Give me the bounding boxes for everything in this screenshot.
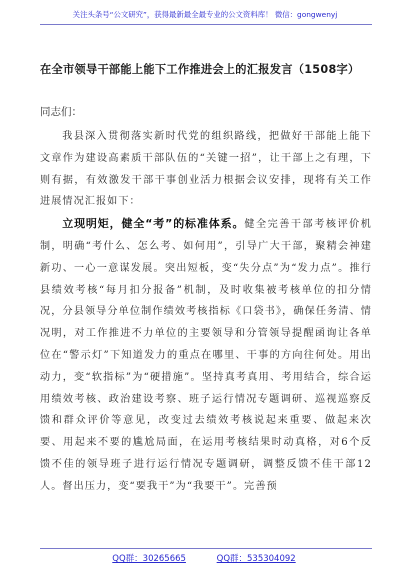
footer-divider	[40, 548, 372, 549]
header-notice: 关注头条号“公文研究”，获得最新最全最专业的公文资料库！ 微信：gongwenyj	[72, 10, 338, 19]
qq-group-link-2[interactable]: QQ群：535304092	[216, 554, 296, 564]
section-body: 健全完善干部考核评价机制，明确“考什么、怎么考、如何用”，引导广大干部，聚精会神建新功、一心一意谋发展。突出短板，变“失分点”为“发力点”。推行县绩效考核“每月扣分报备”机制，及时收集被考核单位的扣分情况，分县领导分单位制作绩效考核指标《口袋书》，确保任务清、情况明，对工作推进不力单位的主要领导和分管领导提醒函询让各单位在“警示灯”下知道发力的重点在哪里、干事的方向往何处。用出动力，变“软指标”为“硬措施”。坚持真考真用、考用结合，综合运用绩效考核、政治建设考察、班子运行情况专题调研、巡视巡察反馈和群众评价等意见，改变过去绩效考核说起来重要、做起来次要、用起来不要的尴尬局面，在运用考核结果时动真格，对6个反馈不佳的领导班子进行运行情况专题调研，调整反馈不佳干部12人。督出压力，变“要我干”为“我要干”。完善预	[40, 219, 372, 492]
paragraph-section-1	[40, 213, 372, 497]
document-title: 在全市领导干部能上能下工作推进会上的汇报发言（1508字）	[40, 63, 360, 76]
paragraph-intro: 我县深入贯彻落实新时代党的组织路线，把做好干部能上能下文章作为建设高素质干部队伍的“关键一招”，让干部上之有理，下则有据，有效激发干部干事创业活力根据会议安排，现将有关工作进展情况汇报如下：	[40, 131, 372, 208]
section-heading: 立现明矩，健全“考”的标准体系。	[62, 217, 245, 231]
qq-group-link-1[interactable]: QQ群：30265665	[112, 554, 186, 564]
salutation: 同志们：	[40, 106, 82, 118]
document-body	[40, 126, 372, 498]
footer	[0, 553, 408, 565]
header-divider	[40, 24, 372, 25]
